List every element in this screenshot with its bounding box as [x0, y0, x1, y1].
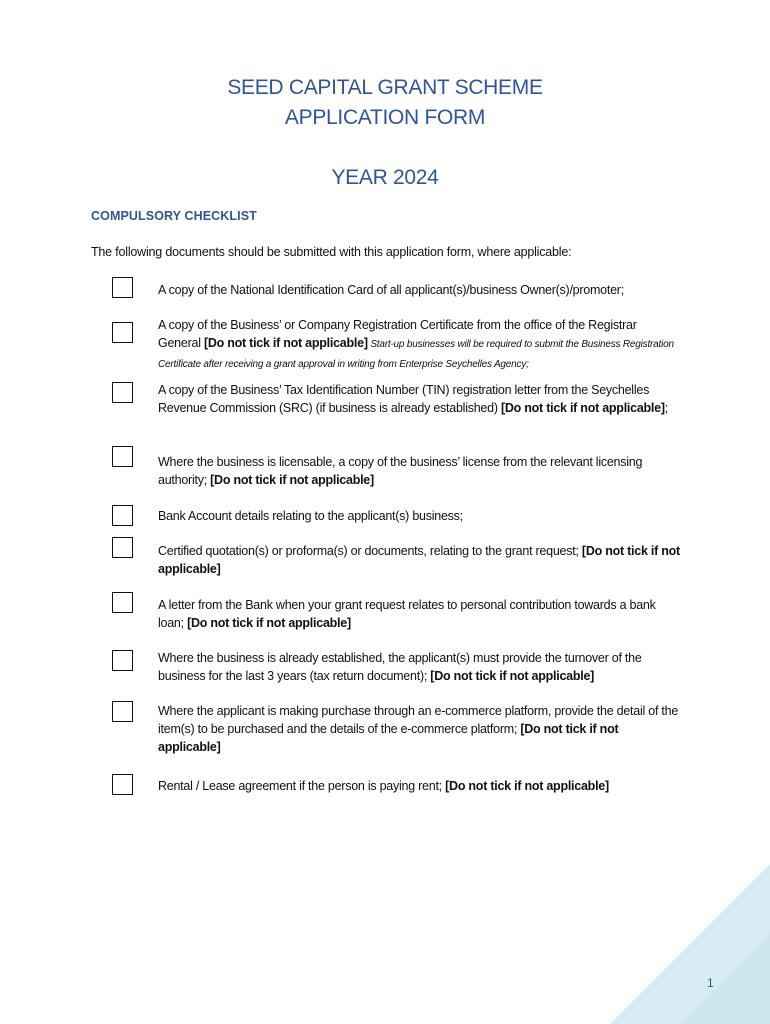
- checklist-item-text: Where the business is already established, the applicant(s) must provide the turnover of the business for the last 3 years (tax return document);: [158, 651, 642, 683]
- checklist-item-text: A copy of the Business’ Tax Identification Number (TIN) registration letter from the Seychelles Revenue Commission (SRC) (if business is already established): [158, 383, 650, 415]
- do-not-tick-note: [Do not tick if not applicable]: [158, 544, 680, 576]
- checkbox-4[interactable]: [112, 446, 133, 467]
- do-not-tick-note: [Do not tick if not applicable]: [187, 616, 351, 630]
- page-number: 1: [707, 976, 714, 990]
- checkbox-9[interactable]: [112, 701, 133, 722]
- checklist-item-text: A copy of the Business’ or Company Registration Certificate from the office of the Registrar General: [158, 318, 637, 350]
- checklist-item-text: A copy of the National Identification Card of all applicant(s)/business Owner(s)/promoter;: [158, 283, 624, 297]
- corner-decoration: [610, 864, 770, 1024]
- checklist-item-5: [158, 507, 682, 525]
- do-not-tick-note: [Do not tick if not applicable]: [445, 779, 609, 793]
- do-not-tick-note: [Do not tick if not applicable]: [158, 722, 619, 754]
- checklist-item-9: [158, 702, 682, 756]
- checkbox-5[interactable]: [112, 505, 133, 526]
- checklist-item-3: [158, 381, 682, 417]
- checklist-item-10: [158, 777, 682, 795]
- checkbox-2[interactable]: [112, 322, 133, 343]
- do-not-tick-note: [Do not tick if not applicable]: [430, 669, 595, 683]
- checklist-item-4: [158, 453, 682, 489]
- do-not-tick-note: [Do not tick if not applicable]: [500, 401, 665, 415]
- checkbox-1[interactable]: [112, 277, 133, 298]
- form-title-line-1: SEED CAPITAL GRANT SCHEME: [227, 76, 543, 99]
- checklist-item-1: [158, 281, 682, 299]
- checkbox-3[interactable]: [112, 382, 133, 403]
- checklist-item-text: A letter from the Bank when your grant request relates to personal contribution towards a bank loan;: [158, 598, 656, 630]
- do-not-tick-note: [Do not tick if not applicable]: [210, 473, 374, 487]
- checklist-item-text: Bank Account details relating to the applicant(s) business;: [158, 509, 463, 523]
- checklist-item-text: Where the applicant is making purchase through an e-commerce platform, provide the detail of the item(s) to be purchased and the details of the e-commerce platform;: [158, 704, 679, 736]
- checklist-item-text: Rental / Lease agreement if the person is paying rent;: [158, 779, 446, 793]
- checklist-item-text: Certified quotation(s) or proforma(s) or documents, relating to the grant request;: [158, 544, 582, 558]
- form-title-line-2: APPLICATION FORM: [284, 106, 486, 129]
- checkbox-7[interactable]: [112, 592, 133, 613]
- form-year: YEAR 2024: [331, 166, 439, 189]
- checkbox-10[interactable]: [112, 774, 133, 795]
- checklist-item-text: Where the business is licensable, a copy of the business’ license from the relevant licensing authority;: [158, 455, 643, 487]
- checklist-item-7: [158, 596, 682, 632]
- do-not-tick-note: [Do not tick if not applicable]: [203, 336, 368, 350]
- checkbox-6[interactable]: [112, 537, 133, 558]
- checklist-item-8: [158, 649, 682, 685]
- checklist-item-2: [158, 316, 682, 374]
- checklist-item-6: [158, 542, 682, 578]
- checkbox-8[interactable]: [112, 650, 133, 671]
- section-heading: COMPULSORY CHECKLIST: [91, 209, 257, 223]
- startup-note: Start-up businesses will be required to submit the Business Registration Certificate after receiving a grant approval in writing from Enterprise Seychelles Agency;: [158, 339, 674, 370]
- item-suffix: ;: [664, 401, 668, 415]
- intro-text: The following documents should be submitted with this application form, where applicable:: [91, 245, 572, 259]
